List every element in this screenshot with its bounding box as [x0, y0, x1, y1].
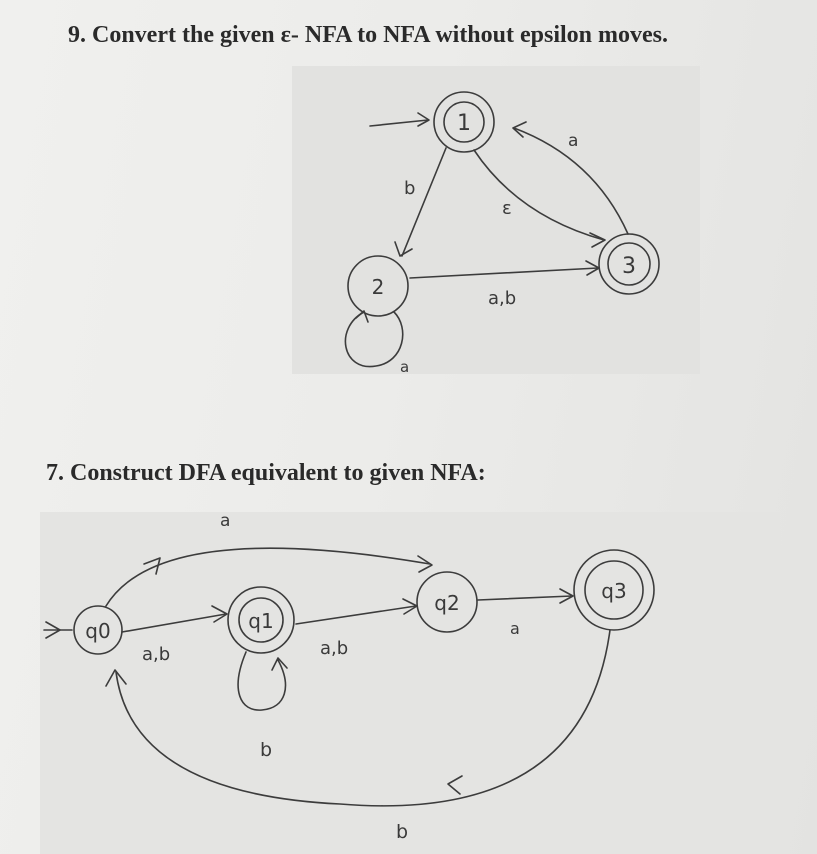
- photo-background: [40, 512, 780, 854]
- state-q2-label: q2: [434, 591, 460, 615]
- label-b: b: [404, 178, 416, 199]
- state-3-label: 3: [622, 254, 636, 279]
- label-b-loop: b: [260, 739, 273, 761]
- label-a-top: a: [220, 512, 231, 531]
- state-1-label: 1: [457, 111, 471, 136]
- label-a-loop: a: [400, 358, 410, 374]
- state-q3-label: q3: [601, 579, 627, 603]
- state-q1-label: q1: [248, 609, 274, 633]
- nfa-diagram: [40, 512, 780, 854]
- epsilon-nfa-diagram: [292, 66, 700, 374]
- label-ab: a,b: [488, 288, 517, 309]
- state-3: [599, 234, 659, 294]
- label-a-top: a: [568, 131, 579, 151]
- nfa-svg: [40, 512, 780, 854]
- label-epsilon: ε: [502, 198, 512, 219]
- state-q0-label: q0: [85, 619, 111, 643]
- label-ab-mid: a,b: [320, 638, 349, 659]
- label-a-right: a: [510, 619, 520, 638]
- question-9-title: 9. Convert the given ε- NFA to NFA without epsilon moves.: [68, 22, 668, 48]
- label-ab-left: a,b: [142, 644, 171, 665]
- label-b-bottom: b: [396, 821, 409, 843]
- question-7-title: 7. Construct DFA equivalent to given NFA:: [46, 460, 486, 486]
- photo-background: [292, 66, 700, 374]
- epsilon-nfa-svg: [292, 66, 700, 374]
- state-2-label: 2: [371, 275, 385, 299]
